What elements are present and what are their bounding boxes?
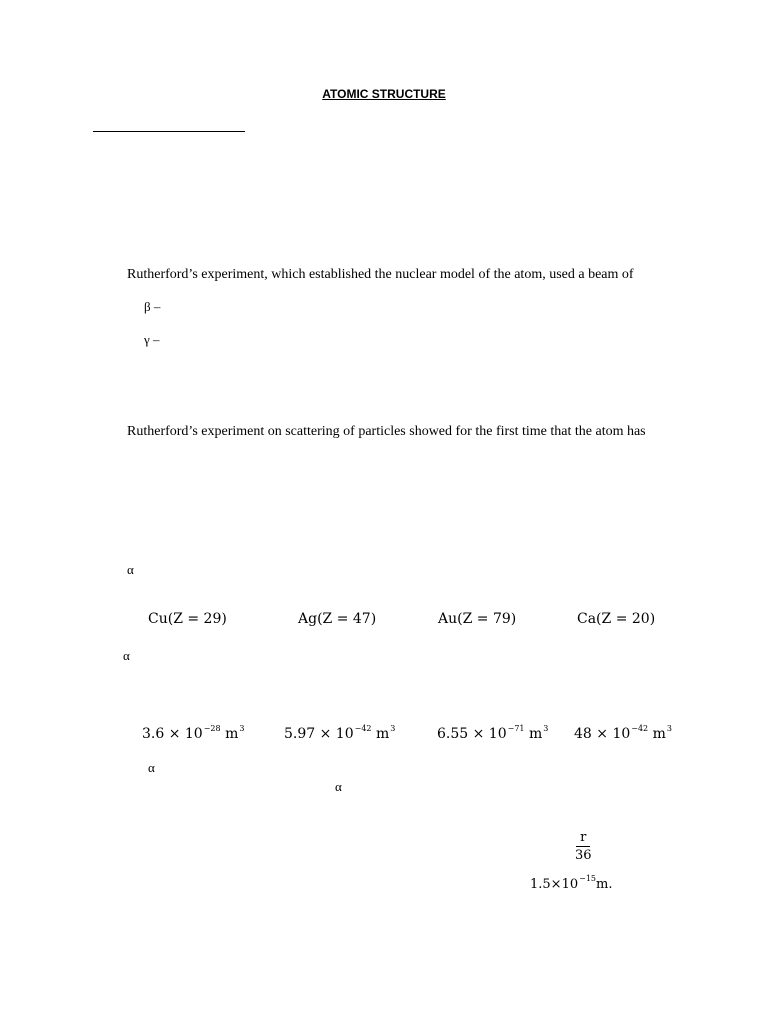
question-4-alpha-symbol: α [123, 648, 130, 663]
option-d-unit: m [652, 726, 666, 742]
question-5-value [530, 874, 613, 892]
option-a-exponent: −28 [203, 724, 221, 733]
question-3-option-a: Cu(Z = 29) [148, 611, 227, 627]
option-a-mantissa: 3.6 × 10 [142, 726, 203, 742]
question-3-option-b: Ag(Z = 47) [298, 611, 377, 627]
option-b-mantissa: 5.97 × 10 [284, 726, 354, 742]
value-mantissa: 1.5×10 [530, 877, 579, 892]
fraction-numerator: r [576, 830, 590, 847]
divider-line [93, 131, 245, 132]
question-4-option-a [142, 726, 244, 742]
question-5-alpha-symbol-1: α [148, 760, 155, 775]
value-unit: m. [596, 877, 613, 892]
option-b-power: 3 [390, 724, 396, 733]
question-1-option-beta: β – [144, 299, 161, 314]
option-b-unit: m [375, 726, 390, 742]
option-c-exponent: −71 [507, 724, 525, 733]
option-c-unit: m [528, 726, 543, 742]
question-2-stem: Rutherford’s experiment on scattering of particles showed for the first time that the atom has [127, 424, 646, 439]
page-title: ATOMIC STRUCTURE [322, 87, 446, 101]
question-3-option-d: Ca(Z = 20) [577, 611, 656, 627]
question-4-option-c [437, 726, 548, 742]
question-4-option-b [284, 726, 395, 742]
question-5-alpha-symbol-2: α [335, 779, 342, 794]
option-a-power: 3 [239, 724, 245, 733]
question-1-stem: Rutherford’s experiment, which established the nuclear model of the atom, used a beam of [127, 267, 634, 282]
option-b-exponent: −42 [354, 724, 372, 733]
question-5-fraction [575, 828, 592, 864]
question-3-option-c: Au(Z = 79) [438, 611, 517, 627]
value-exponent: −15 [579, 874, 596, 883]
option-d-mantissa: 48 × 10 [574, 726, 631, 742]
question-1-option-gamma: γ – [144, 332, 160, 347]
question-4-option-d [574, 726, 672, 742]
option-c-mantissa: 6.55 × 10 [437, 726, 507, 742]
option-d-power: 3 [666, 724, 672, 733]
fraction-denominator: 36 [575, 848, 592, 863]
option-d-exponent: −42 [631, 724, 649, 733]
question-3-alpha-symbol: α [127, 562, 134, 577]
option-a-unit: m [225, 726, 239, 742]
option-c-power: 3 [543, 724, 549, 733]
